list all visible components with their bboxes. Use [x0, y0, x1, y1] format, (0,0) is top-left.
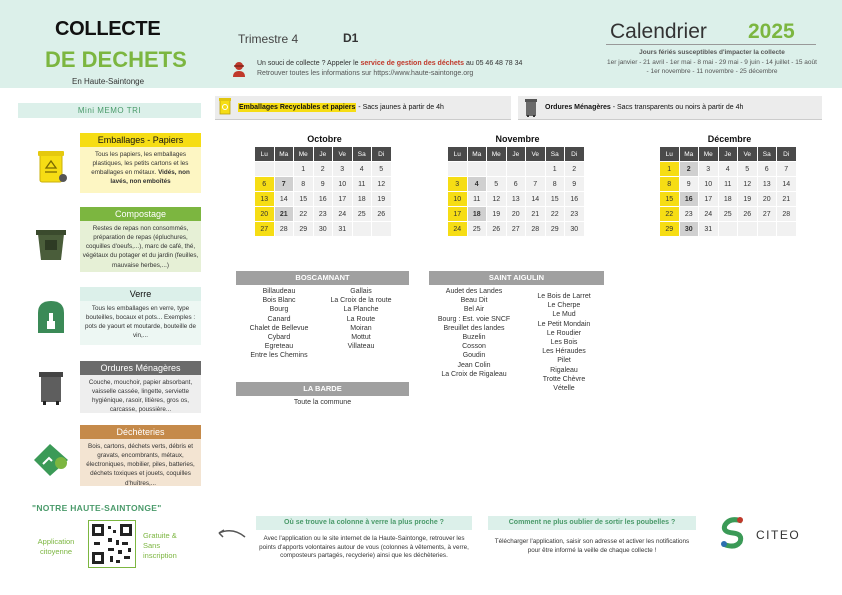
- title-line1: COLLECTE: [55, 18, 161, 40]
- day-cell: 12: [487, 192, 507, 207]
- day-cell: 10: [448, 192, 468, 207]
- weekday-header: Sa: [352, 147, 372, 162]
- day-cell: 9: [565, 177, 585, 192]
- day-cell: 17: [448, 207, 468, 222]
- zone-place: Villateau: [347, 343, 375, 351]
- day-cell: 4: [718, 162, 738, 177]
- zone-place: La Croix de la route: [330, 297, 392, 305]
- day-cell: 25: [718, 207, 738, 222]
- day-cell: 16: [313, 192, 333, 207]
- category-title: Emballages - Papiers: [80, 133, 201, 147]
- compost-bin-icon: [30, 222, 72, 264]
- qr-code-icon[interactable]: [88, 520, 136, 568]
- category-desc: Couche, mouchoir, papier absorbant, vaisselle cassée, lingette, serviette hygiénique, rasoir, litières, gros os, carcasse, poussière...: [80, 375, 201, 413]
- arrow-left-icon: [215, 527, 247, 541]
- day-cell: 29: [545, 222, 565, 237]
- zone-place: Entre les Chemins: [250, 352, 308, 360]
- subtitle: En Haute-Saintonge: [72, 77, 145, 86]
- empty-cell: [738, 222, 758, 237]
- day-cell: 14: [526, 192, 546, 207]
- day-cell: 25: [352, 207, 372, 222]
- zone-title-labarde: LA BARDE: [236, 382, 409, 396]
- day-cell: 28: [274, 222, 294, 237]
- waste-center-icon: [30, 438, 72, 480]
- day-cell: 2: [313, 162, 333, 177]
- day-cell: 19: [372, 192, 392, 207]
- zone-place: Beau Dit: [460, 297, 488, 305]
- zone-list-labarde: [236, 398, 409, 407]
- day-cell: 11: [467, 192, 487, 207]
- day-cell: 7: [777, 162, 797, 177]
- weekday-header: Di: [565, 147, 585, 162]
- category-desc: Restes de repas non consommés, préparation de repas (épluchures, coquilles d'oeufs,...), marc de café, thé, végétaux du potager et du jardin (feuilles, mauvaise herbes,...): [80, 221, 201, 272]
- website-line[interactable]: Retrouver toutes les informations sur https://www.haute-saintonge.org: [257, 70, 474, 77]
- haute-saintonge-logo-icon: [718, 515, 748, 549]
- day-cell: 31: [699, 222, 719, 237]
- day-cell: 28: [526, 222, 546, 237]
- day-cell: 24: [699, 207, 719, 222]
- faq-question-1: Où se trouve la colonne à verre la plus proche ?: [256, 516, 472, 530]
- day-cell: 23: [565, 207, 585, 222]
- zone-place: Trotte Chèvre: [542, 375, 586, 383]
- zone-place: Mottut: [351, 334, 371, 342]
- day-cell: 24: [448, 222, 468, 237]
- zone-place: Vételle: [553, 385, 575, 393]
- zone-place: Toute la commune: [293, 399, 352, 406]
- district-code: D1: [343, 31, 359, 45]
- category-title: Compostage: [80, 207, 201, 221]
- zone-place: Moiran: [350, 324, 372, 332]
- zone-place: Chalet de Bellevue: [249, 324, 309, 332]
- day-cell: 26: [738, 207, 758, 222]
- weekday-header: Lu: [448, 147, 468, 162]
- weekday-header: Je: [718, 147, 738, 162]
- empty-cell: [448, 162, 468, 177]
- zone-place: Les Bois: [550, 339, 578, 347]
- day-cell: 20: [757, 192, 777, 207]
- weekday-header: Je: [506, 147, 526, 162]
- day-cell: 12: [372, 177, 392, 192]
- day-cell: 10: [333, 177, 353, 192]
- day-cell: 27: [506, 222, 526, 237]
- faq-answer-2: Télécharger l'application, saisir son adresse et activer les notifications pour être informé la veille de chaque collecte !: [494, 538, 690, 554]
- day-cell: 11: [352, 177, 372, 192]
- day-cell: 3: [448, 177, 468, 192]
- day-cell: 22: [294, 207, 314, 222]
- weekday-header: Di: [777, 147, 797, 162]
- day-cell: 26: [372, 207, 392, 222]
- zone-place: Bourg: [269, 306, 289, 314]
- category-title: Verre: [80, 287, 201, 301]
- citeo-logo: CITEO: [756, 528, 801, 542]
- zone-place: Cosson: [462, 343, 486, 351]
- day-cell: 20: [506, 207, 526, 222]
- zone-place: Le Mud: [552, 311, 576, 319]
- day-cell: 22: [660, 207, 680, 222]
- day-cell: 2: [565, 162, 585, 177]
- day-cell: 18: [352, 192, 372, 207]
- month-calendar: [447, 146, 585, 237]
- day-cell: 18: [467, 207, 487, 222]
- day-cell: 15: [294, 192, 314, 207]
- day-cell: 16: [565, 192, 585, 207]
- day-cell: 5: [487, 177, 507, 192]
- day-cell: 14: [274, 192, 294, 207]
- day-cell: 18: [718, 192, 738, 207]
- empty-cell: [526, 162, 546, 177]
- zone-place: Audet des Landes: [445, 288, 503, 295]
- legend-grey-text: Ordures Ménagères - Sacs transparents ou noirs à partir de 4h: [545, 104, 744, 111]
- day-cell: 15: [545, 192, 565, 207]
- free-label: Gratuite & Sans inscription: [143, 531, 177, 560]
- zone-list-boscamnant-1: [236, 287, 322, 361]
- title-line2: DE DECHETS: [45, 47, 187, 72]
- holidays-list: 1er janvier - 21 avril - 1er mai - 8 mai - 29 mai - 9 juin - 14 juillet - 15 août - 1er novembre - 11 novembre - 25 décembre: [607, 59, 817, 75]
- weekday-header: Sa: [757, 147, 777, 162]
- month-title: Octobre: [307, 134, 342, 144]
- empty-cell: [487, 162, 507, 177]
- zone-place: Rigaleau: [550, 366, 578, 374]
- day-cell: 29: [294, 222, 314, 237]
- zone-place: Le Cherpe: [547, 302, 581, 310]
- day-cell: 31: [333, 222, 353, 237]
- day-cell: 19: [487, 207, 507, 222]
- day-cell: 19: [738, 192, 758, 207]
- day-cell: 8: [660, 177, 680, 192]
- day-cell: 6: [255, 177, 275, 192]
- day-cell: 1: [545, 162, 565, 177]
- weekday-header: Je: [313, 147, 333, 162]
- month-title: Novembre: [495, 134, 540, 144]
- zone-place: Le Bois de Larret: [537, 293, 591, 300]
- day-cell: 5: [738, 162, 758, 177]
- empty-cell: [506, 162, 526, 177]
- calendar-label: Calendrier: [610, 20, 707, 43]
- phone-agent-icon: [232, 61, 246, 77]
- day-cell: 2: [679, 162, 699, 177]
- zone-place: Canard: [267, 315, 291, 323]
- yellow-bin-icon: [218, 96, 232, 116]
- memo-title: Mini MEMO TRI: [18, 103, 201, 118]
- weekday-header: Lu: [660, 147, 680, 162]
- day-cell: 28: [777, 207, 797, 222]
- weekday-header: Ve: [526, 147, 546, 162]
- trash-bin-icon: [30, 366, 72, 408]
- zone-list-boscamnant-2: [318, 287, 404, 351]
- zone-place: La Croix de Rigaleau: [441, 370, 507, 378]
- weekday-header: Me: [487, 147, 507, 162]
- day-cell: 21: [274, 207, 294, 222]
- empty-cell: [274, 162, 294, 177]
- day-cell: 23: [313, 207, 333, 222]
- faq-question-2: Comment ne plus oublier de sortir les poubelles ?: [488, 516, 696, 530]
- day-cell: 10: [699, 177, 719, 192]
- zone-place: Goudin: [462, 352, 486, 360]
- day-cell: 24: [333, 207, 353, 222]
- legend-yellow-text: Emballages Recyclables et papiers - Sacs jaunes à partir de 4h: [239, 104, 444, 111]
- day-cell: 20: [255, 207, 275, 222]
- weekday-header: Ve: [333, 147, 353, 162]
- category-desc: Tous les emballages en verre, type bouteilles, bocaux et pots... Exemples : pots de yaourt et moutarde, bouteille de vin,...: [80, 301, 201, 345]
- empty-cell: [718, 222, 738, 237]
- day-cell: 16: [679, 192, 699, 207]
- empty-cell: [757, 222, 777, 237]
- divider: [606, 44, 816, 45]
- day-cell: 17: [699, 192, 719, 207]
- day-cell: 30: [679, 222, 699, 237]
- category-title: Déchèteries: [80, 425, 201, 439]
- empty-cell: [255, 162, 275, 177]
- weekday-header: Me: [294, 147, 314, 162]
- day-cell: 25: [467, 222, 487, 237]
- day-cell: 1: [660, 162, 680, 177]
- zone-place: Gallais: [350, 288, 372, 295]
- zone-title-boscamnant: BOSCAMNANT: [236, 271, 409, 285]
- zone-place: Billaudeau: [262, 288, 296, 295]
- day-cell: 29: [660, 222, 680, 237]
- day-cell: 30: [313, 222, 333, 237]
- day-cell: 13: [757, 177, 777, 192]
- day-cell: 3: [699, 162, 719, 177]
- weekday-header: Di: [372, 147, 392, 162]
- day-cell: 5: [372, 162, 392, 177]
- day-cell: 9: [313, 177, 333, 192]
- day-cell: 13: [506, 192, 526, 207]
- month-title: Décembre: [707, 134, 752, 144]
- faq-answer-1: Avec l'application ou le site internet de la Haute-Saintonge, retrouver les points d'apports volontaires autour de vous (colonnes à vêtements, à verre, composteurs partagés, recyclerie) ainsi que les déchèteries.: [259, 535, 469, 559]
- category-desc: Bois, cartons, déchets verts, débris et gravats, encombrants, métaux, électroniques, mobilier, piles, batteries, déchets toxiques et jouets, coquilles d'huîtres,...: [80, 439, 201, 486]
- zone-place: Cybard: [267, 334, 291, 342]
- category-title: Ordures Ménagères: [80, 361, 201, 375]
- day-cell: 21: [777, 192, 797, 207]
- zone-place: Pilet: [557, 357, 571, 365]
- contact-line: Un souci de collecte ? Appeler le service de gestion des déchets au 05 46 48 78 34: [257, 60, 523, 67]
- category-desc: Tous les papiers, les emballages plastiques, les petits cartons et les emballages en métaux. Vidés, non lavés, non emboîtés: [80, 147, 201, 193]
- zone-place: Bois Blanc: [262, 297, 296, 305]
- zone-place: La Planche: [343, 306, 379, 314]
- zone-place: Buzelin: [462, 334, 486, 342]
- holidays-title: Jours fériés susceptibles d'impacter la collecte: [639, 49, 785, 56]
- day-cell: 12: [738, 177, 758, 192]
- zone-list-saintaiguin-2: [520, 292, 608, 393]
- empty-cell: [467, 162, 487, 177]
- day-cell: 6: [757, 162, 777, 177]
- recycling-bin-icon: [30, 146, 72, 188]
- empty-cell: [352, 222, 372, 237]
- weekday-header: Ma: [467, 147, 487, 162]
- app-title: "NOTRE HAUTE-SAINTONGE": [32, 503, 162, 513]
- day-cell: 9: [679, 177, 699, 192]
- zone-place: Le Petit Mondain: [537, 320, 591, 328]
- empty-cell: [372, 222, 392, 237]
- month-calendar: [254, 146, 392, 237]
- weekday-header: Ma: [274, 147, 294, 162]
- zone-place: Egreteau: [264, 343, 294, 351]
- glass-container-icon: [30, 295, 72, 337]
- zone-place: Bourg : Est. voie SNCF: [437, 315, 511, 323]
- weekday-header: Ma: [679, 147, 699, 162]
- day-cell: 27: [255, 222, 275, 237]
- service-name: service de gestion des déchets: [360, 60, 465, 67]
- day-cell: 26: [487, 222, 507, 237]
- weekday-header: Ve: [738, 147, 758, 162]
- zone-place: Les Héraudes: [542, 348, 586, 356]
- grey-bin-icon: [523, 96, 539, 118]
- day-cell: 4: [352, 162, 372, 177]
- day-cell: 13: [255, 192, 275, 207]
- weekday-header: Me: [699, 147, 719, 162]
- zone-title-saintaiguin: SAINT AIGULIN: [429, 271, 604, 285]
- month-calendar: [659, 146, 797, 237]
- calendar-year: 2025: [748, 20, 795, 43]
- day-cell: 3: [333, 162, 353, 177]
- empty-cell: [777, 222, 797, 237]
- trimester-label: Trimestre 4: [238, 32, 299, 46]
- weekday-header: Sa: [545, 147, 565, 162]
- day-cell: 17: [333, 192, 353, 207]
- day-cell: 1: [294, 162, 314, 177]
- day-cell: 27: [757, 207, 777, 222]
- day-cell: 4: [467, 177, 487, 192]
- day-cell: 30: [565, 222, 585, 237]
- day-cell: 8: [294, 177, 314, 192]
- day-cell: 7: [526, 177, 546, 192]
- weekday-header: Lu: [255, 147, 275, 162]
- zone-list-saintaiguin-1: [429, 287, 519, 379]
- day-cell: 21: [526, 207, 546, 222]
- zone-place: Le Roudier: [546, 329, 582, 337]
- day-cell: 14: [777, 177, 797, 192]
- day-cell: 7: [274, 177, 294, 192]
- zone-place: La Route: [346, 315, 376, 323]
- zone-place: Jean Colin: [457, 361, 491, 369]
- zone-place: Bel Air: [463, 306, 485, 314]
- day-cell: 15: [660, 192, 680, 207]
- day-cell: 6: [506, 177, 526, 192]
- day-cell: 22: [545, 207, 565, 222]
- app-label: Application citoyenne: [37, 537, 75, 557]
- zone-place: Breuillet des landes: [443, 324, 505, 332]
- day-cell: 8: [545, 177, 565, 192]
- day-cell: 11: [718, 177, 738, 192]
- day-cell: 23: [679, 207, 699, 222]
